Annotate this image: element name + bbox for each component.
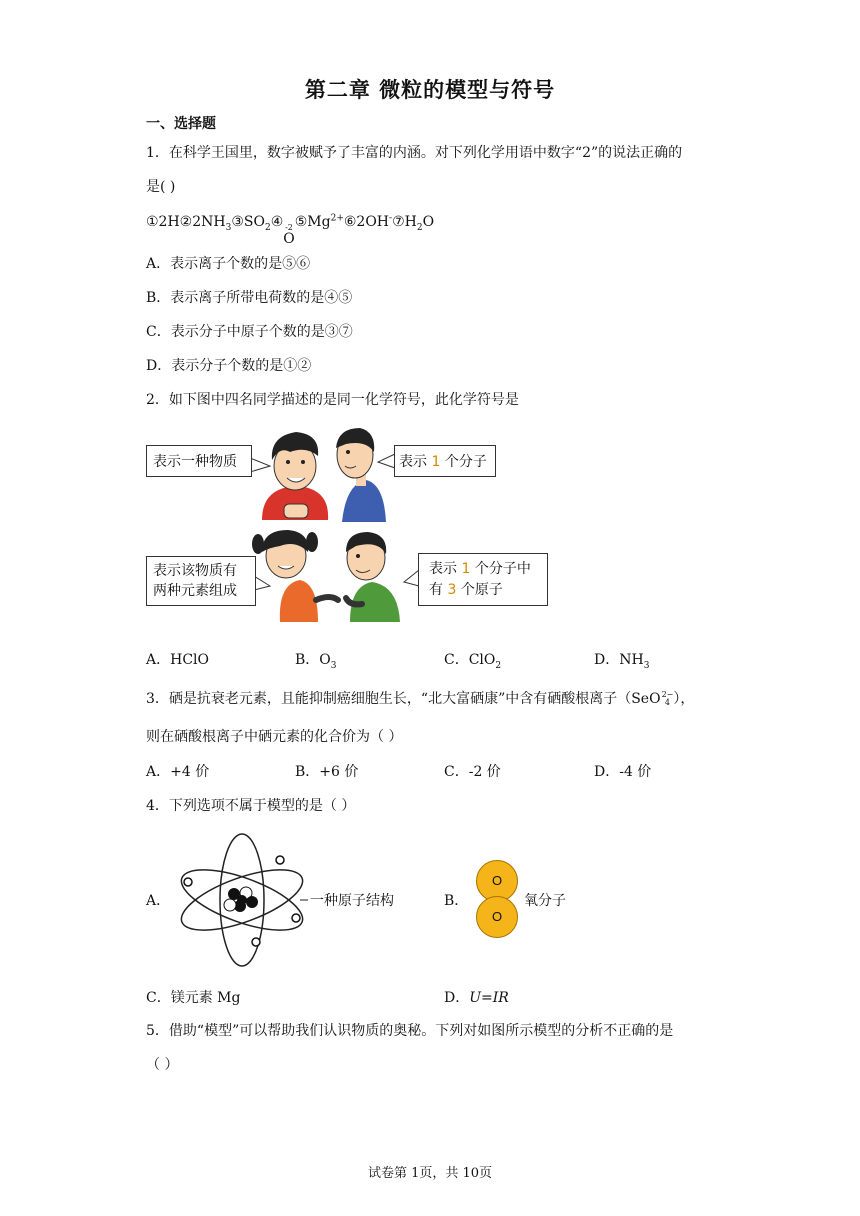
oxygen-molecule-model [476, 860, 520, 940]
q2-option-c[interactable]: C．ClO$_2$ [444, 652, 502, 671]
q1-option-b[interactable]: B．表示离子所带电荷数的是④⑤ [146, 290, 353, 306]
section-heading: 一、选择题 [146, 116, 216, 132]
q4-option-b-caption: 氧分子 [524, 893, 566, 909]
q4-option-a-letter[interactable]: A． [146, 893, 171, 909]
student-4-figure [346, 532, 400, 622]
q3-option-a[interactable]: A．+4 价 [146, 764, 210, 780]
q2-option-d[interactable]: D．$NH_3$ [594, 652, 650, 671]
q4-option-a-caption: 一种原子结构 [310, 893, 394, 909]
oxygen-atom-2: O [476, 896, 518, 938]
atom-structure-diagram [172, 830, 312, 970]
q4-stem: 4．下列选项不属于模型的是（ ） [146, 798, 356, 814]
student-1-shirt [262, 486, 328, 520]
q1-option-a[interactable]: A．表示离子个数的是⑤⑥ [146, 256, 311, 272]
q2-option-a[interactable]: A．HClO [146, 652, 209, 668]
student-2-shirt [342, 480, 386, 522]
q2-stem: 2．如下图中四名同学描述的是同一化学符号，此化学符号是 [146, 392, 519, 408]
student-3-shirt [280, 580, 318, 622]
speech-bubble-2: 表示 1 个分子 [394, 445, 496, 477]
student-4-shirt [350, 582, 400, 622]
q4-option-c[interactable]: C．镁元素 Mg [146, 990, 241, 1006]
oxygen-atom-1: O [476, 860, 518, 902]
q5-stem-line2: （ ） [146, 1057, 179, 1073]
q5-stem-line1: 5．借助“模型”可以帮助我们认识物质的奥秘。下列对如图所示模型的分析不正确的是 [146, 1023, 674, 1039]
q2-option-b[interactable]: B．$O_3$ [295, 652, 337, 671]
speech-bubble-3: 表示该物质有 两种元素组成 [146, 556, 256, 606]
student-1-figure [262, 432, 328, 520]
q3-option-d[interactable]: D．-4 价 [594, 764, 652, 780]
q1-formula-list: $①2H②2NH_3③SO_2④$ -2 O $⑤Mg^{2+}⑥2OH^-⑦H_2O$ [146, 213, 435, 247]
speech-bubble-4: 表示 1 个分子中 有 3 个原子 [418, 553, 548, 606]
student-2-figure [336, 428, 386, 522]
q4-option-b-letter[interactable]: B． [444, 893, 469, 909]
q1-option-d[interactable]: D．表示分子个数的是①② [146, 358, 312, 374]
q3-stem-line1: 3．硒是抗衰老元素，且能抑制癌细胞生长，“北大富硒康”中含有硒酸根离子（SeO 2− 4 ）， [146, 690, 695, 707]
q3-option-b[interactable]: B．+6 价 [295, 764, 359, 780]
page-title: 第二章 微粒的模型与符号 [304, 78, 556, 102]
selenate-charge: 2− 4 [661, 690, 674, 707]
page-footer: 试卷第 1页，共 10页 [367, 1166, 493, 1181]
q4-option-d[interactable]: D．U=IR [444, 990, 509, 1006]
q3-stem-line2: 则在硒酸根离子中硒元素的化合价为（ ） [146, 729, 403, 745]
student-3-figure [252, 530, 338, 622]
q1-option-c[interactable]: C．表示分子中原子个数的是③⑦ [146, 324, 353, 340]
oxidation-state-notation: -2 O [283, 223, 295, 247]
q3-option-c[interactable]: C．-2 价 [444, 764, 501, 780]
q1-stem-line2: 是( ) [146, 179, 176, 195]
speech-bubble-1: 表示一种物质 [146, 445, 252, 477]
q1-stem-line1: 1．在科学王国里，数字被赋予了丰富的内涵。对下列化学用语中数字“2”的说法正确的 [146, 145, 683, 161]
